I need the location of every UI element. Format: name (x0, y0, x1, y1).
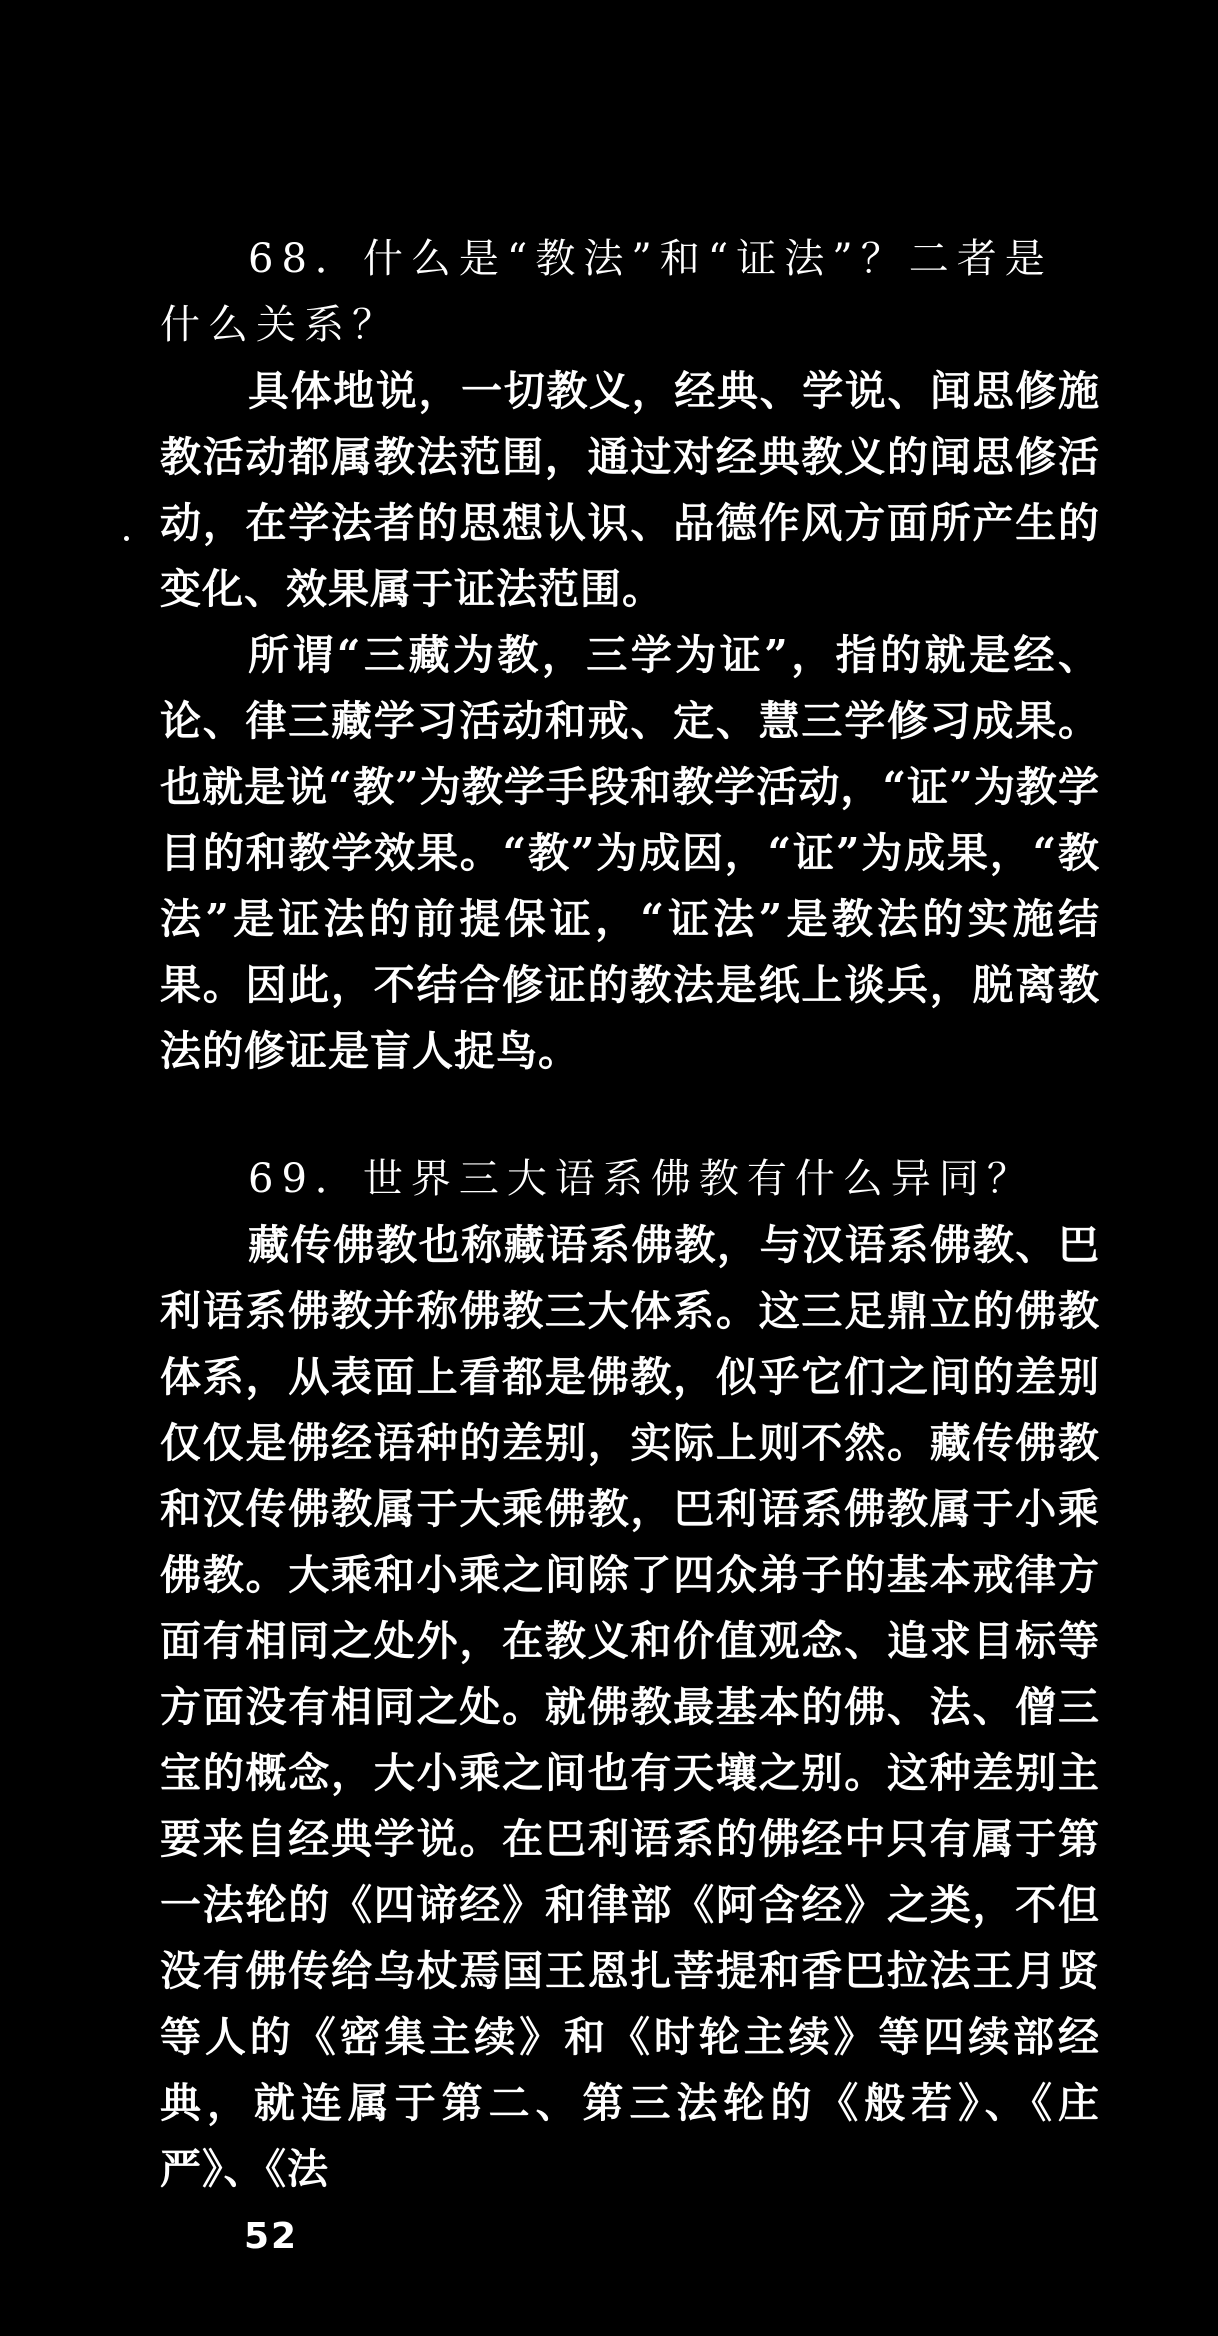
section-68 (160, 226, 1100, 1084)
paragraph: 具体地说，一切教义，经典、学说、闻思修施教活动都属教法范围，通过对经典教义的闻思修活动，在学法者的思想认识、品德作风方面所产生的变化、效果属于证法范围。 (160, 367, 1100, 613)
section-69 (160, 1146, 1100, 2202)
paragraph: 藏传佛教也称藏语系佛教，与汉语系佛教、巴利语系佛教并称佛教三大体系。这三足鼎立的佛教体系，从表面上看都是佛教，似乎它们之间的差别仅仅是佛经语种的差别，实际上则不然。藏传佛教和汉传佛教属于大乘佛教，巴利语系佛教属于小乘佛教。大乘和小乘之间除了四众弟子的基本戒律方面有相同之处外，在教义和价值观念、追求目标等方面没有相同之处。就佛教最基本的佛、法、僧三宝的概念，大小乘之间也有天壤之别。这种差别主要来自经典学说。在巴利语系的佛经中只有属于第一法轮的《四谛经》和律部《阿含经》之类，不但没有佛传给乌杖焉国王恩扎菩提和香巴拉法王月贤等人的《密集主续》和《时轮主续》等四续部经典，就连属于第二、第三法轮的《般若》、《庄严》、《法 (160, 1221, 1100, 2193)
scan-speck (124, 536, 129, 541)
page-number: 52 (244, 2216, 299, 2257)
page-content (160, 226, 1100, 2202)
question-heading-69: 69．世界三大语系佛教有什么异同？ (248, 1156, 1035, 1202)
paragraph: 所谓“三藏为教，三学为证”，指的就是经、论、律三藏学习活动和戒、定、慧三学修习成果。也就是说“教”为教学手段和教学活动，“证”为教学目的和教学效果。“教”为成因，“证”为成果，“教法”是证法的前提保证，“证法”是教法的实施结果。因此，不结合修证的教法是纸上谈兵，脱离教法的修证是盲人捉鸟。 (160, 631, 1100, 1075)
question-heading-68: 68．什么是“教法”和“证法”？二者是什么关系？ (160, 236, 1053, 348)
